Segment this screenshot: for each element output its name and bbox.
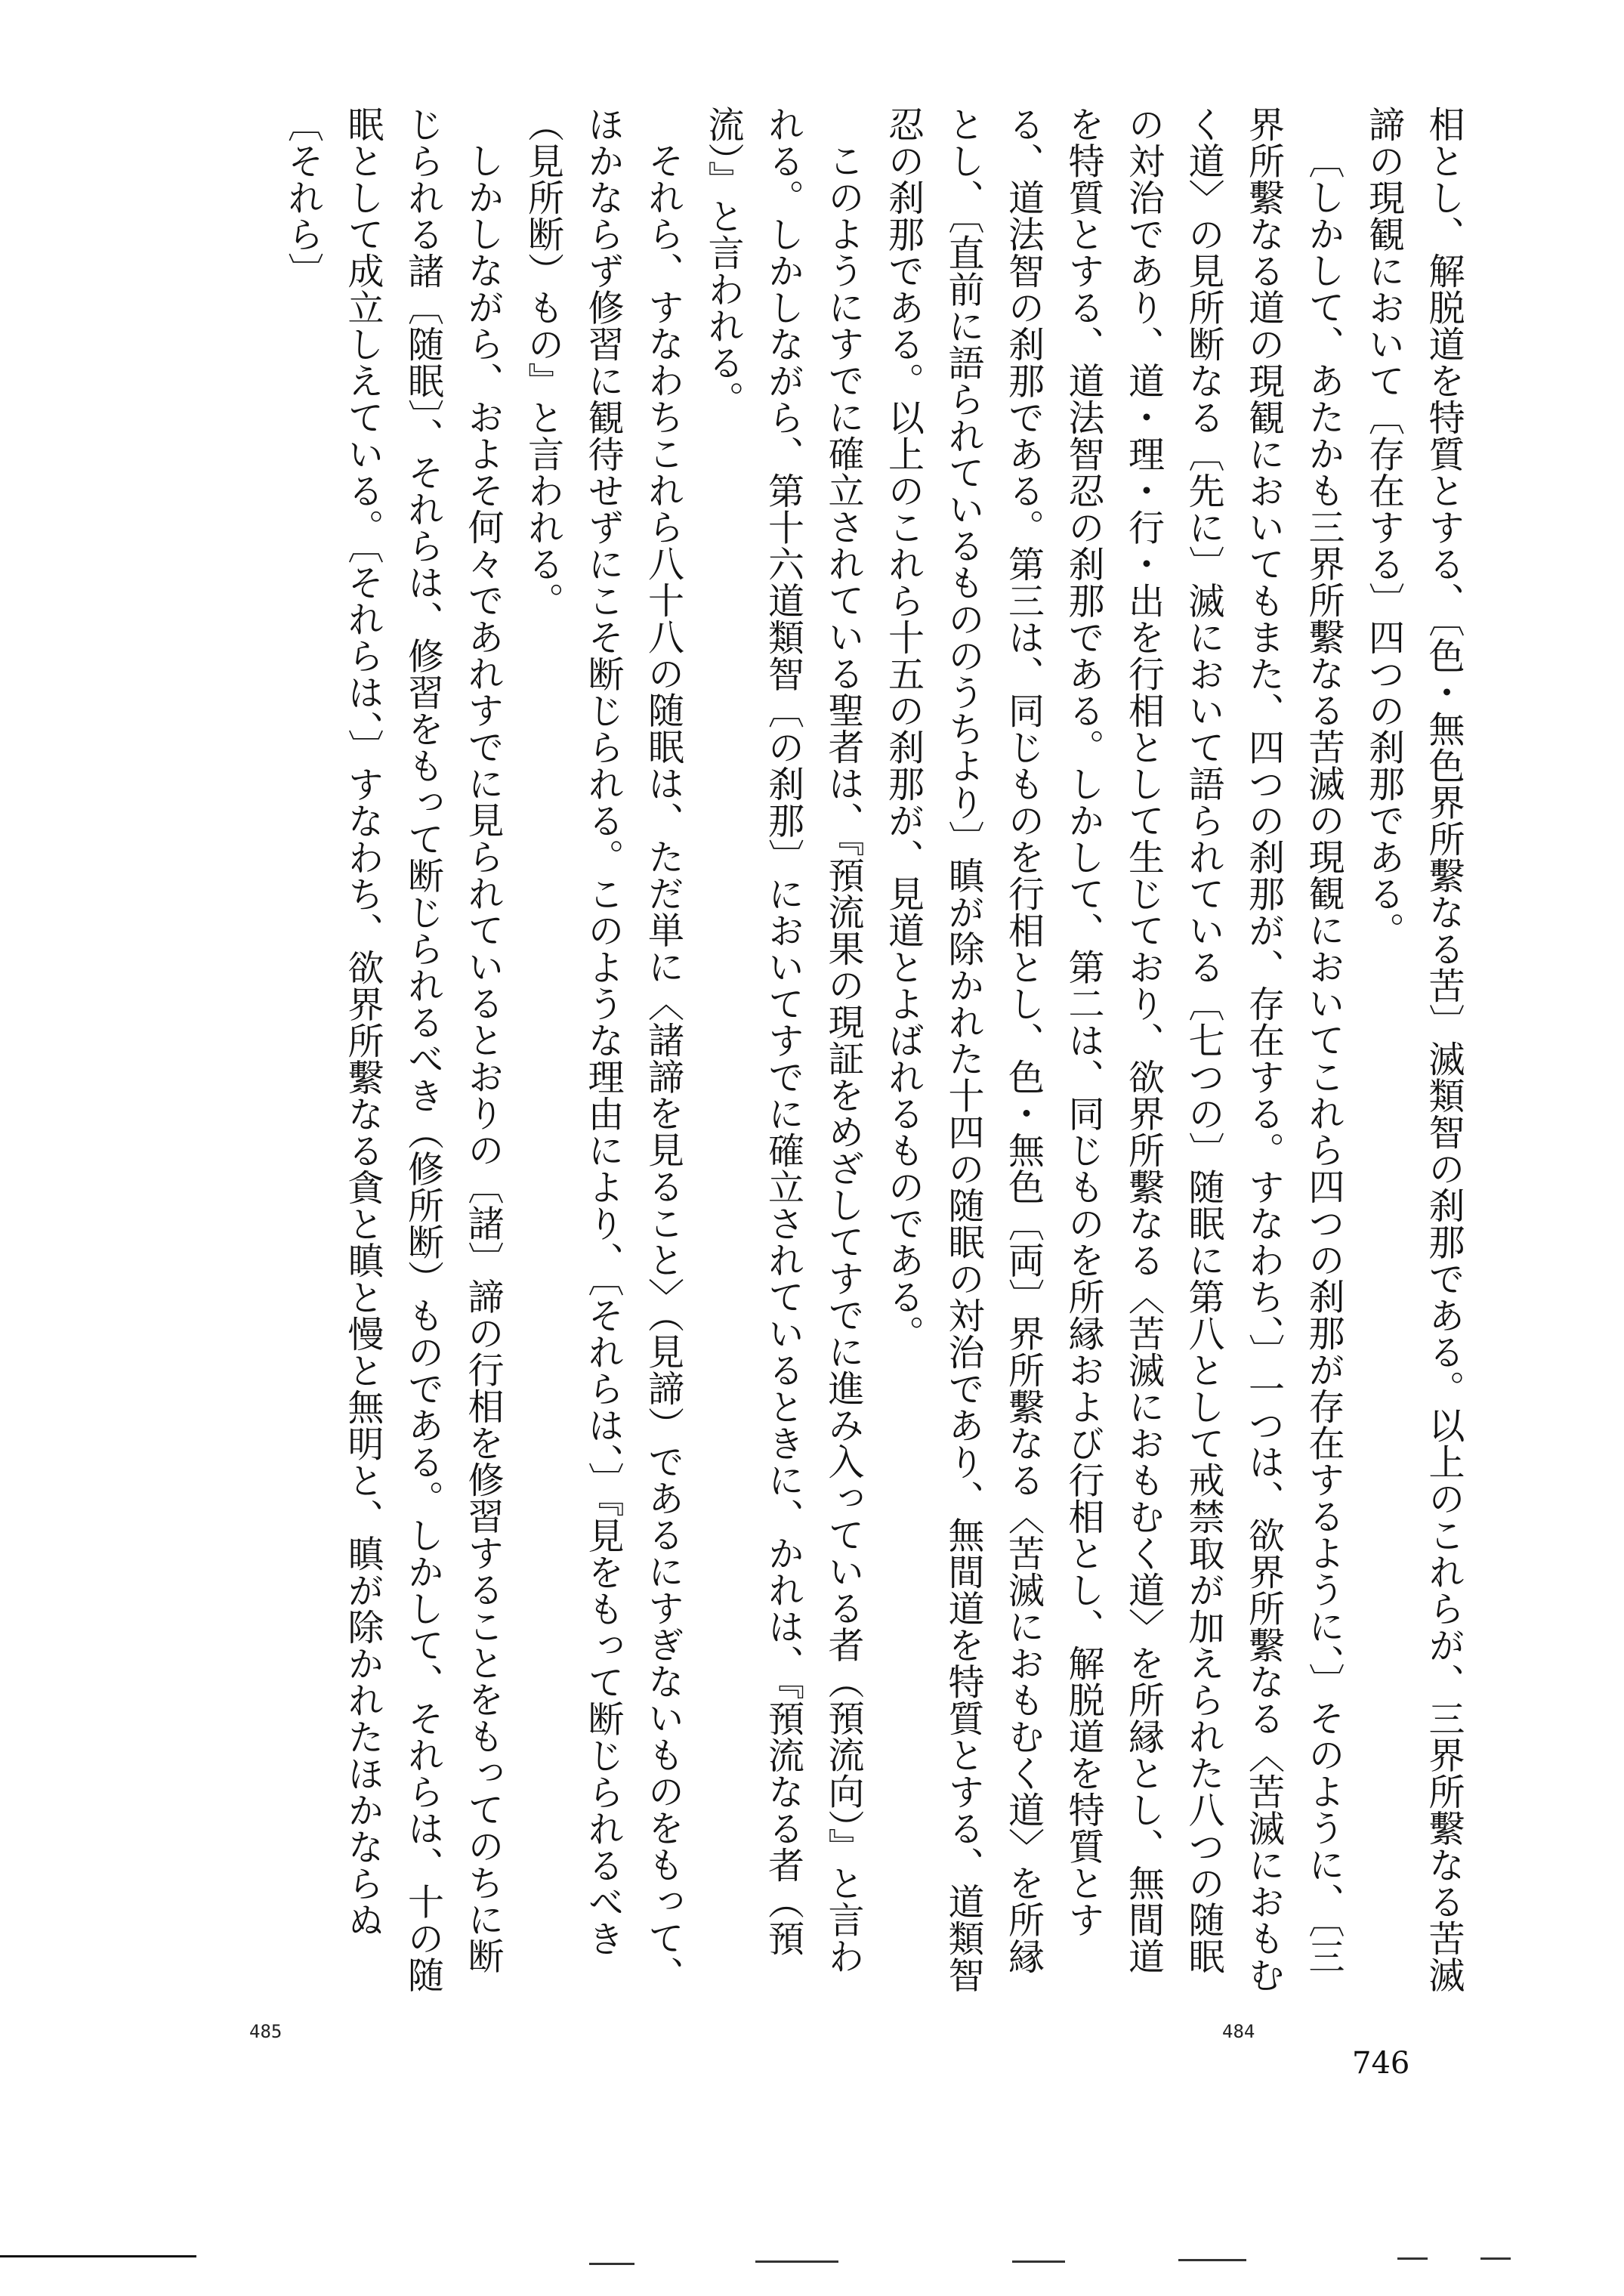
paragraph-2: 〔しかして、あたかも三界所繫なる苦滅の現観においてこれら四つの刹那が存在するように、〕そのように、〔三界所繫なる道の現観においてもまた、四つの刹那が、存在する。すなわち、〕一つは、欲界所繫なる〈苦滅におもむく道〉の見所断なる〔先に〕滅において語られている〔七つの〕随眠に第八として戒禁取が加えられた八つの随眠の対治であり、道・理・行・出を行相として生じており、欲界所繫なる〈苦滅におもむく道〉を所縁とし、無間道を特質とする、道法智忍の刹那である。しかして、第二は、同じものを所縁および行相とし、解脱道を特質とする、道法智の刹那である。第三は、同じものを行相とし、色・無色〔両〕界所繫なる〈苦滅におもむく道〉を所縁とし、〔直前に語られているもののうちより〕瞋が除かれた十四の随眠の対治であり、無間道を特質とする、道類智忍の刹那である。以上のこれら十五の刹那が、見道とよばれるものである。	[881, 106, 1345, 1993]
scan-mark	[1012, 2260, 1065, 2263]
scan-mark	[589, 2263, 634, 2265]
scan-mark	[1397, 2257, 1428, 2260]
vertical-text-block	[144, 106, 1473, 2010]
scan-mark	[1178, 2259, 1246, 2261]
margin-number-485: 485	[249, 2021, 283, 2042]
paragraph-5: しかしながら、およそ何々であれすでに見られているとおりの〔諸〕諦の行相を修習することをもってのちに断じられる諸〔随眠〕、それらは、修習をもって断じられるべき（修所断）ものである。しかして、それらは、十の随眠として成立しえている。〔それらは、〕すなわち、欲界所繫なる貪と瞋と慢と無明と、瞋が除かれたほかならぬ〔それら〕	[281, 106, 504, 1993]
paragraph-4: それら、すなわちこれら八十八の随眠は、ただ単に〈諸諦を見ること〉（見諦）であるにすぎないものをもって、ほかならず修習に観待せずにこそ断じられる。このような理由により、〔それらは、〕『見をもって断じられるべき（見所断）もの』と言われる。	[521, 106, 684, 1993]
bottom-edge-line	[0, 2255, 196, 2257]
page-number: 746	[1352, 2046, 1410, 2081]
scan-mark	[755, 2260, 838, 2263]
margin-number-484: 484	[1222, 2021, 1255, 2042]
paragraph-1: 相とし、解脱道を特質とする、〔色・無色界所繫なる苦〕滅類智の刹那である。以上のこれらが、三界所繫なる苦滅諦の現観において〔存在する〕四つの刹那である。	[1362, 106, 1465, 1993]
paragraph-3: このようにすでに確立されている聖者は、『預流果の現証をめざしてすでに進み入っている者（預流向）』と言われる。しかしながら、第十六道類智〔の刹那〕においてすでに確立されているときに、かれは、『預流なる者（預流）』と言われる。	[702, 106, 864, 1975]
scan-mark	[1480, 2257, 1511, 2260]
